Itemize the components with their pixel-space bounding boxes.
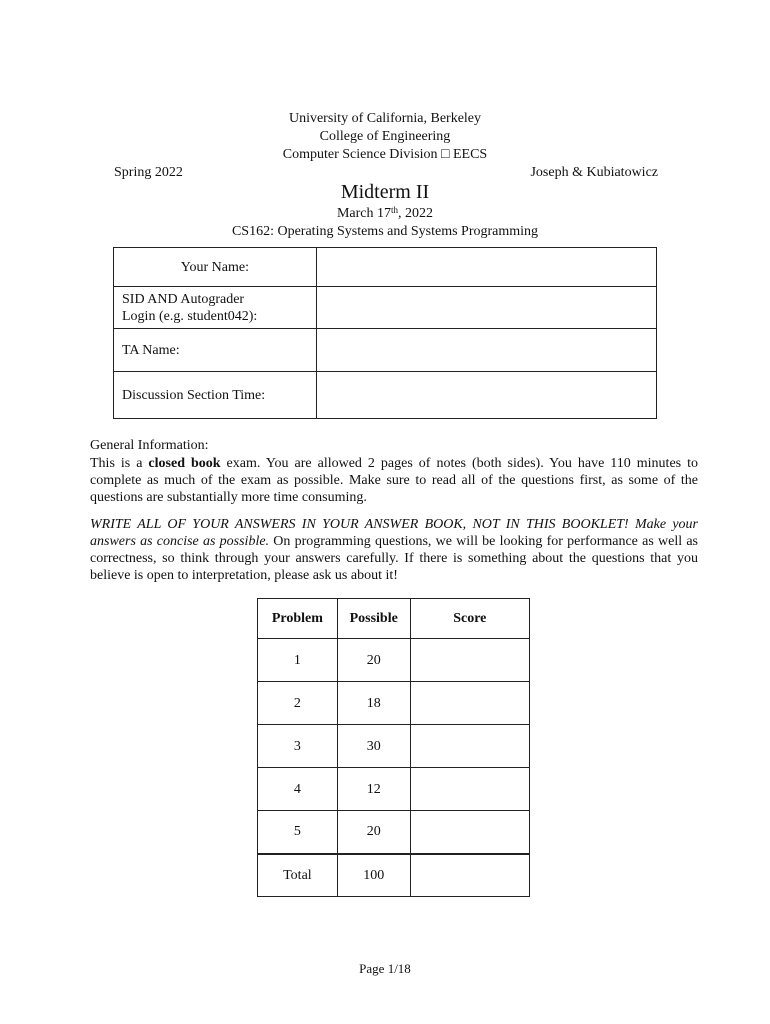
college-name: College of Engineering: [319, 129, 451, 144]
total-row: [258, 854, 530, 897]
problem-score[interactable]: [410, 639, 529, 682]
exam-title: Midterm II: [340, 181, 430, 203]
score-header-possible: Possible: [337, 599, 410, 639]
name-label: Your Name:: [114, 248, 317, 287]
problem-number: 5: [258, 811, 338, 854]
division-name: Computer Science Division □ EECS: [282, 147, 488, 162]
score-header-score: Score: [410, 599, 529, 639]
ta-label: TA Name:: [114, 329, 317, 372]
problem-possible: 20: [337, 639, 410, 682]
problem-number: 3: [258, 725, 338, 768]
name-field[interactable]: [316, 248, 656, 287]
problem-possible: 20: [337, 811, 410, 854]
general-text-b: exam. You are allowed 2 pages of notes (both sides). You have 110 minutes to complete as much of the exam as possible. Make sure to read all of the questions first, as some of the questions are substantially more time consuming.: [90, 456, 698, 505]
sid-label-line1: SID AND Autograder: [122, 291, 245, 307]
score-table: [257, 598, 530, 897]
instructors: Joseph & Kubiatowicz: [530, 165, 658, 180]
closed-book-emphasis: closed book: [148, 456, 221, 471]
table-row: [258, 768, 530, 811]
ta-field[interactable]: [316, 329, 656, 372]
problem-possible: 12: [337, 768, 410, 811]
general-info-paragraph: [90, 455, 698, 506]
table-row: [258, 639, 530, 682]
instructions-rest: On programming questions, we will be looking for performance as well as correctness, so think through your answers carefully. If there is something about the questions that you believe is open to interpretation, please ask us about it!: [90, 534, 698, 583]
problem-score[interactable]: [410, 682, 529, 725]
student-info-table: [113, 247, 657, 419]
course-title: CS162: Operating Systems and Systems Programming: [231, 224, 539, 239]
problem-number: 2: [258, 682, 338, 725]
problem-number: 1: [258, 639, 338, 682]
instructions-italic: WRITE ALL OF YOUR ANSWERS IN YOUR ANSWER BOOK, NOT IN THIS BOOKLET! Make your answers as concise as possible.: [90, 517, 698, 549]
instructions-paragraph: [90, 516, 698, 584]
section-field[interactable]: [316, 372, 656, 419]
sid-field[interactable]: [316, 287, 656, 329]
problem-score[interactable]: [410, 725, 529, 768]
sid-label-line2: Login (e.g. student042):: [122, 308, 258, 324]
exam-date: [0, 205, 770, 222]
section-label: Discussion Section Time:: [114, 372, 317, 419]
exam-date-month-day: March 17: [336, 206, 392, 221]
exam-date-year: , 2022: [398, 206, 434, 221]
table-row: [258, 811, 530, 854]
problem-number: 4: [258, 768, 338, 811]
total-label: Total: [258, 854, 338, 897]
problem-possible: 30: [337, 725, 410, 768]
total-possible: 100: [337, 854, 410, 897]
sid-label: [114, 287, 317, 329]
total-score[interactable]: [410, 854, 529, 897]
table-row: [258, 682, 530, 725]
general-info-heading: General Information:: [90, 438, 209, 453]
semester: Spring 2022: [114, 165, 183, 180]
problem-score[interactable]: [410, 811, 529, 854]
exam-date-ordinal: th: [391, 205, 399, 215]
table-row: [258, 725, 530, 768]
score-header-problem: Problem: [258, 599, 338, 639]
page-number: Page 1/18: [359, 961, 411, 976]
problem-possible: 18: [337, 682, 410, 725]
problem-score[interactable]: [410, 768, 529, 811]
university-name: University of California, Berkeley: [288, 111, 482, 126]
general-text-a: This is a: [90, 456, 149, 471]
